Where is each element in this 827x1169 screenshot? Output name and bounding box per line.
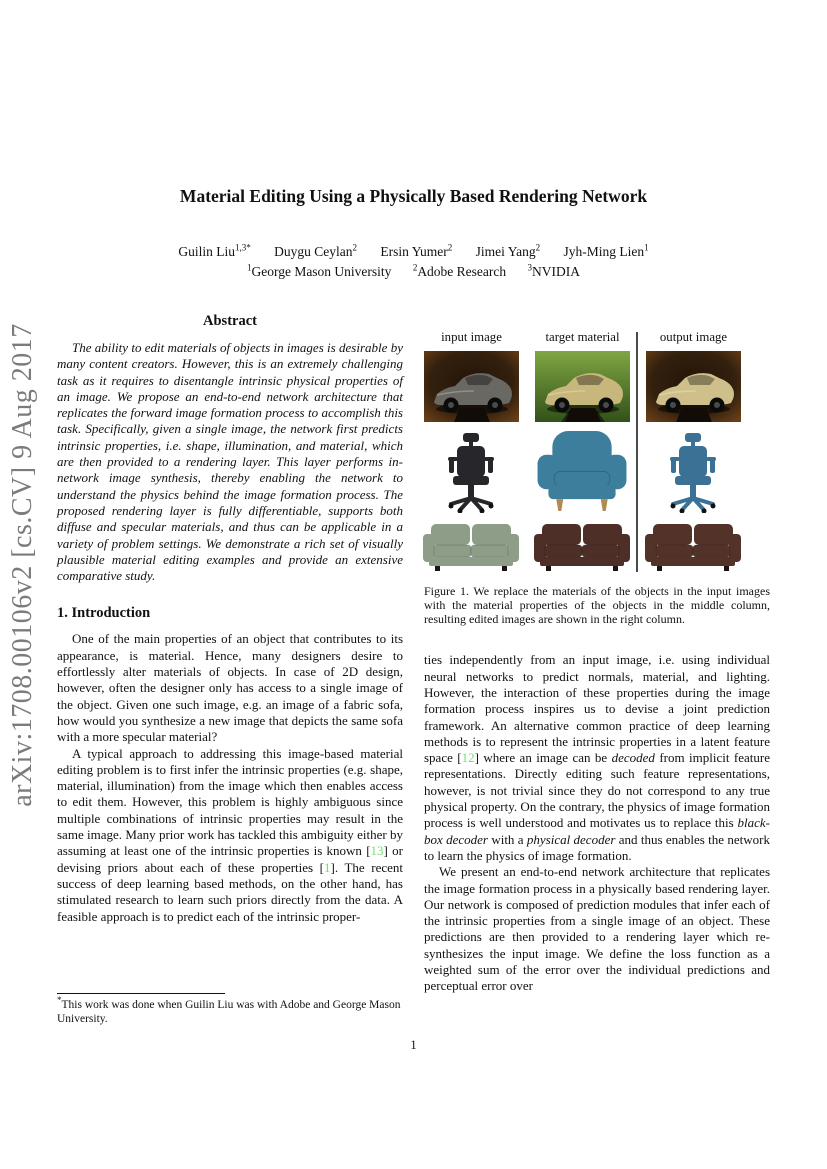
affiliation-line bbox=[57, 264, 770, 280]
section-heading-introduction: 1. Introduction bbox=[57, 605, 151, 622]
arxiv-watermark: arXiv:1708.00106v2 [cs.CV] 9 Aug 2017 bbox=[7, 323, 38, 807]
armchair-target-material-image bbox=[536, 430, 628, 513]
author-name: Ersin Yumer bbox=[380, 244, 448, 259]
author-2 bbox=[274, 244, 357, 259]
author-name: Guilin Liu bbox=[178, 244, 235, 259]
sofa-target-material-image bbox=[533, 523, 631, 571]
affil-name: George Mason University bbox=[251, 264, 392, 279]
author-3 bbox=[380, 244, 452, 259]
car-output-image bbox=[646, 351, 741, 422]
affil-name: Adobe Research bbox=[417, 264, 507, 279]
author-1 bbox=[178, 244, 250, 259]
sofa-output-image bbox=[644, 523, 742, 571]
abstract-text: The ability to edit materials of objects in images is desirable by many content creators. However, this is an extremely challenging task as it requires to disentangle intrinsic physical properties of an image. We propose an end-to-end network architecture that replicates the forward image formation process to accomplish this task. Specifically, given a single image, the network first predicts intrinsic properties, i.e. shape, illumination, and material, which are then provided to a rendering layer. This layer performs in-network image synthesis, thereby enabling the network to understand the physics behind the image formation process. The proposed rendering layer is fully differentiable, supports both diffuse and specular materials, and thus can be applicable in a variety of problem settings. We demonstrate a rich set of visually plausible material editing examples and provide an extensive comparative study. bbox=[57, 340, 403, 584]
author-affil-sup: 2 bbox=[535, 242, 541, 253]
text-segment: ] or devising priors about each of these properties [ bbox=[57, 843, 403, 875]
footnote-text: This work was done when Guilin Liu was with Adobe and George Mason University. bbox=[57, 999, 401, 1025]
author-name: Jyh-Ming Lien bbox=[563, 244, 645, 259]
text-segment: ]. The recent success of deep learning based methods, on the other hand, has stimulated research to learn such priors directly from the data. A feasible approach is to predict each of the intrinsic proper- bbox=[57, 859, 403, 924]
text-segment: and thus enables the network to learn the physics of image formation. bbox=[424, 831, 770, 863]
author-name: Jimei Yang bbox=[475, 244, 536, 259]
car-input-image bbox=[424, 351, 519, 422]
body-paragraph-we-present bbox=[424, 864, 770, 994]
page-number: 1 bbox=[410, 1038, 417, 1052]
figure-column-divider bbox=[636, 332, 638, 572]
affiliation-1 bbox=[247, 264, 391, 279]
text-segment: ties independently from an input image, i.e. using individual neural networks to predict normals, material, and lighting. However, the interaction of these properties during the image formation process inspires us to devise a joint prediction framework. An alternative common practice of deep learning methods is to represent the intrinsic properties in a latent feature space [ bbox=[424, 652, 770, 766]
affil-sup: 1 bbox=[246, 262, 252, 273]
text-segment: A typical approach to addressing this image-based material editing problem is to first infer the intrinsic properties (e.g. shape, material, illumination) from the image which then enables access to edit them. However, this problem is highly ambiguous since multiple combinations of intrinsic properties may result in the same image. Many prior work has tackled this ambiguity either by assuming at least one of the intrinsic properties is known [ bbox=[57, 745, 403, 859]
figure-col-label-output: output image bbox=[659, 330, 728, 344]
abstract-heading: Abstract bbox=[203, 313, 257, 329]
figure-1-caption: Figure 1. We replace the materials of the objects in the input images with the material properties of the objects in the middle column, resulting edited images are shown in the right column. bbox=[424, 584, 770, 626]
affiliation-3 bbox=[528, 264, 581, 279]
text-segment: We present an end-to-end network architecture that replicates the image formation process in a physically based rendering layer. Our network is composed of prediction modules that infer each of the intrinsic properties from a single image of an object. These predictions are then provided to a rendering layer which re-synthesizes the input image. We define the loss function as a weighted sum of the error over the individual predictions and perceptual error over bbox=[424, 864, 770, 994]
chair-input-image bbox=[439, 432, 503, 513]
text-segment: black-box decoder bbox=[424, 815, 770, 847]
citation-link-13[interactable]: 13 bbox=[370, 843, 384, 859]
affiliation-2 bbox=[413, 264, 506, 279]
affil-sup: 3 bbox=[527, 262, 533, 273]
car-target-material-image bbox=[535, 351, 630, 422]
text-segment: One of the main properties of an object that contributes to its appearance, is material. Hence, many designers desire to effortlessly alter materials of objects. In case of 2D design, however, often the designer only has access to a single image of the object. Given one such image, e.g. an image of a fabric sofa, how would you synthesize a new image that depicts the same sofa with a more specular material? bbox=[57, 631, 403, 745]
citation-link-1[interactable]: 1 bbox=[324, 859, 331, 875]
sofa-input-image bbox=[422, 523, 520, 571]
intro-paragraph-2 bbox=[57, 746, 403, 925]
text-segment: with a bbox=[487, 831, 527, 847]
left-column bbox=[57, 313, 403, 925]
figure-col-label-input: input image bbox=[441, 330, 502, 344]
footnote bbox=[57, 993, 403, 1026]
text-segment: physical decoder bbox=[526, 831, 616, 847]
author-4 bbox=[476, 244, 541, 259]
right-column bbox=[424, 330, 770, 995]
figure-col-label-target: target material bbox=[545, 330, 620, 344]
chair-output-image bbox=[661, 432, 725, 513]
affil-name: NVIDIA bbox=[532, 264, 581, 279]
citation-link-12[interactable]: 12 bbox=[461, 750, 475, 766]
author-affil-sup: 1 bbox=[644, 242, 649, 253]
intro-paragraph-1 bbox=[57, 631, 403, 745]
figure-1 bbox=[424, 330, 770, 578]
text-segment: ] where an image can be bbox=[474, 750, 612, 766]
author-affil-sup: 1,3* bbox=[234, 242, 251, 253]
body-paragraph-continuation bbox=[424, 652, 770, 864]
affil-sup: 2 bbox=[412, 262, 418, 273]
footnote-marker: * bbox=[57, 995, 62, 1006]
text-segment: from implicit feature representations. Directly editing such feature representations, however, is not trivial since they do not correspond to any true physical property. On the contrary, the physics of image formation process is well understood and motivates us to replace this bbox=[424, 750, 770, 831]
footnote-rule bbox=[57, 993, 225, 994]
author-line bbox=[57, 244, 770, 260]
author-affil-sup: 2 bbox=[352, 242, 357, 253]
right-column-body bbox=[424, 652, 770, 994]
text-segment: decoded bbox=[611, 750, 655, 766]
author-5 bbox=[564, 244, 649, 259]
page-title: Material Editing Using a Physically Based Rendering Network bbox=[179, 186, 648, 206]
author-name: Duygu Ceylan bbox=[274, 244, 353, 259]
author-affil-sup: 2 bbox=[447, 242, 453, 253]
